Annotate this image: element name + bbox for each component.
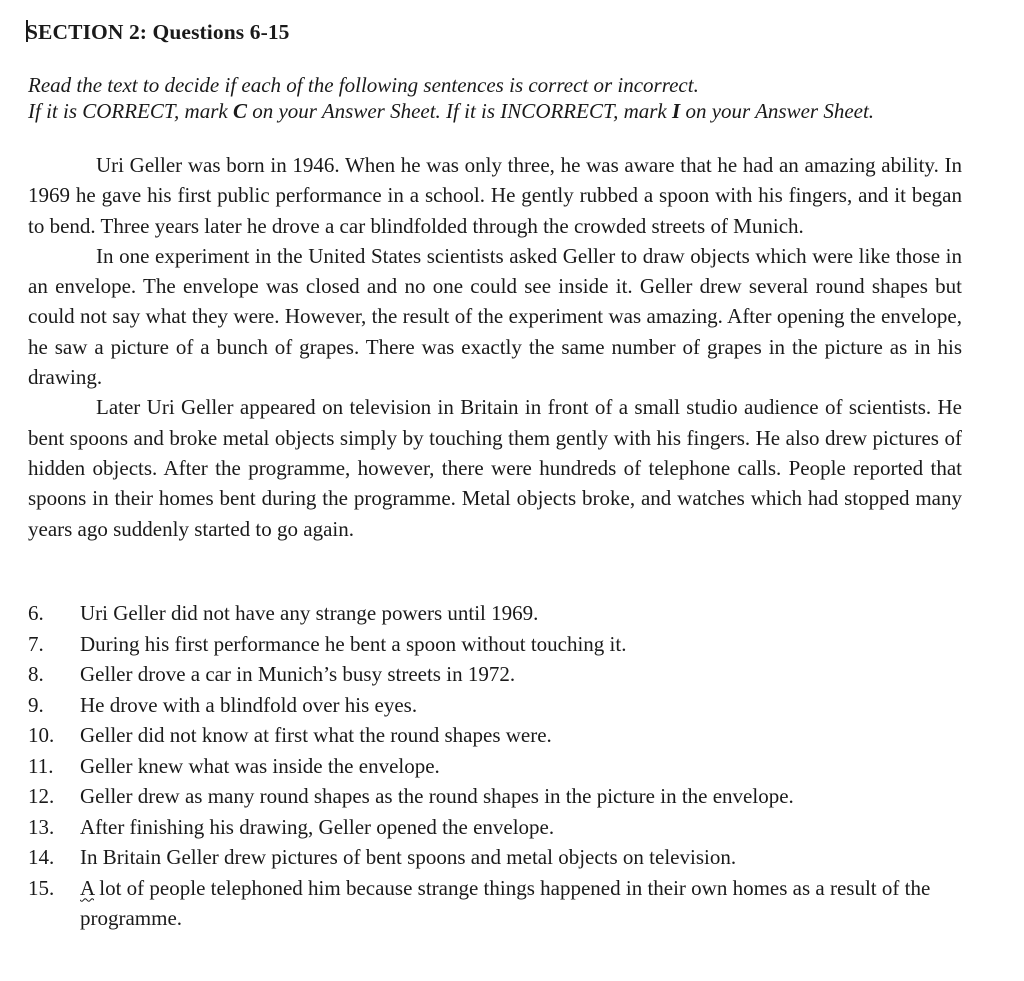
question-text: In Britain Geller drew pictures of bent spoons and metal objects on television. [80, 845, 737, 869]
instructions-line-2-part-1: If it is CORRECT, mark [28, 99, 233, 123]
mark-correct-letter: C [232, 99, 247, 123]
section-heading [26, 20, 290, 45]
question-number: 8. [28, 662, 44, 686]
question-item-12 [28, 781, 968, 812]
instructions-line-2-part-3: on your Answer Sheet. [680, 99, 875, 123]
question-item-13 [28, 812, 968, 843]
question-item-15 [28, 873, 968, 934]
question-text [80, 873, 968, 934]
instructions-line-2 [28, 98, 988, 124]
question-number: 10. [28, 723, 55, 747]
question-text: Geller did not know at first what the round shapes were. [80, 723, 552, 747]
passage-paragraph-3: Later Uri Geller appeared on television in Britain in front of a small studio audience of scientists. He bent spoons and broke metal objects simply by touching them gently with his fingers. He also drew pictures of hidden objects. After the programme, however, there were hundreds of telephone calls. People reported that spoons in their homes bent during the programme. Metal objects broke, and watches which had stopped many years ago suddenly started to go again. [28, 395, 962, 541]
question-number: 7. [28, 631, 44, 656]
question-text: Geller drew as many round shapes as the round shapes in the picture in the envelope. [80, 784, 794, 808]
question-text: Uri Geller did not have any strange powers until 1969. [80, 601, 539, 625]
passage-paragraph-1: Uri Geller was born in 1946. When he was only three, he was aware that he had an amazing ability. In 1969 he gave his first public performance in a school. He gently rubbed a spoon with his fingers, and it began to bend. Three years later he drove a car blindfolded through the crowded streets of Munich. [28, 153, 962, 238]
instructions [28, 72, 988, 124]
question-text: Geller drove a car in Munich’s busy streets in 1972. [80, 662, 516, 686]
question-item-10 [28, 720, 968, 751]
instructions-line-2-part-2: on your Answer Sheet. If it is INCORRECT, mark [246, 99, 673, 123]
question-text: Geller knew what was inside the envelope. [80, 753, 440, 778]
spellcheck-underlined-word: A [80, 875, 95, 900]
question-list [28, 598, 968, 934]
question-item-14 [28, 842, 968, 873]
question-number: 13. [28, 814, 55, 839]
question-number: 12. [28, 784, 55, 808]
passage-paragraph-2: In one experiment in the United States scientists asked Geller to draw objects which were like those in an envelope. The envelope was closed and no one could see inside it. Geller drew several round shapes but could not say what they were. However, the result of the experiment was amazing. After opening the envelope, he saw a picture of a bunch of grapes. There was exactly the same number of grapes in the picture as in his drawing. [28, 243, 962, 390]
question-item-7 [28, 629, 968, 660]
question-number: 11. [28, 753, 54, 778]
question-text: After finishing his drawing, Geller opened the envelope. [80, 814, 555, 839]
question-number: 6. [28, 601, 44, 625]
question-number: 9. [28, 692, 44, 717]
question-item-11 [28, 751, 968, 782]
question-item-6 [28, 598, 968, 629]
question-number: 15. [28, 875, 55, 900]
question-number: 14. [28, 845, 55, 869]
question-text: He drove with a blindfold over his eyes. [80, 692, 418, 717]
mark-incorrect-letter: I [672, 99, 681, 123]
reading-passage [28, 150, 962, 544]
question-item-8 [28, 659, 968, 690]
question-text: During his first performance he bent a spoon without touching it. [80, 631, 627, 656]
question-item-9 [28, 690, 968, 721]
section-title: SECTION 2: Questions 6-15 [26, 20, 290, 44]
question-text-rest: lot of people telephoned him because strange things happened in their own homes as a result of the programme. [80, 875, 931, 930]
instructions-line-1: Read the text to decide if each of the following sentences is correct or incorrect. [28, 73, 699, 97]
